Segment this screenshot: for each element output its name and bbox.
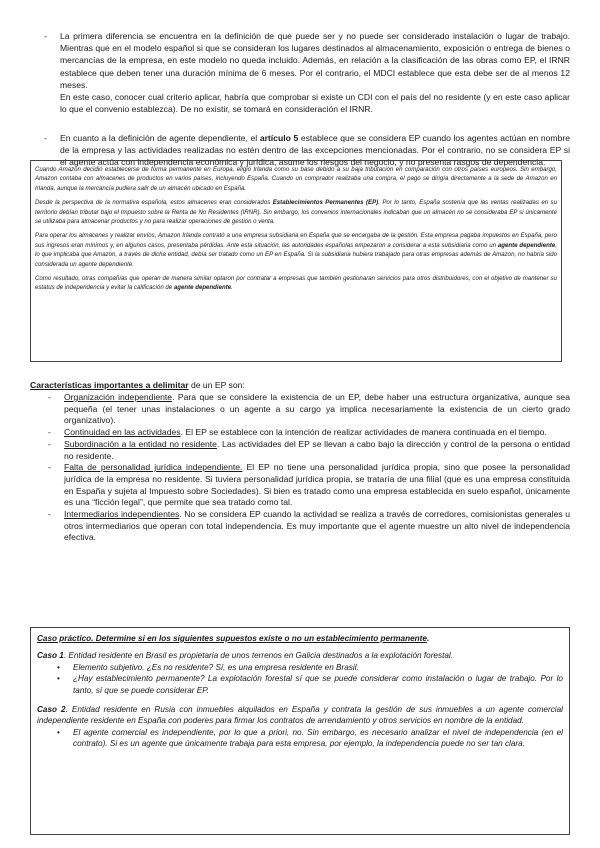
amazon-p3-pre: Para operar los almacenes y realizar envíos, Amazon Irlanda contrató a una empresa subsidiaria en España que se encargaba de la gestión. Esta empresa pagaba impuestos en España, pero sus ingresos eran mínimos y, en algunos casos, presentaba pérdidas. Ante esta situación, las autoridades españolas empezaron a considerar a esta subsidiaria como un (35, 232, 557, 249)
list-item-text: . No se considera EP cuando la actividad se realiza a través de corredores, comisionistas generales u otros intermediarios que operan con total independencia. Es muy importante que el agente muestre un alto nivel de independencia efectiva. (64, 509, 570, 543)
amazon-p3-bold: agente dependiente (497, 241, 556, 249)
amazon-p2-post: . Por lo tanto, España sostenía que las ventas realizadas en su territorio debían tributar bajo el Impuesto sobre la Renta de No Residentes (IRNR). Sin embargo, los convenios internacionales indicaban que un almacén no se consideraba EP si únicamente se utilizaba para almacenar productos y no para realizar operaciones de gestión o venta. (35, 199, 557, 226)
caso-1-bullet: • ¿Hay establecimiento permanente? La explotación forestal sí que se puede considerar como instalación o lugar de trabajo. Por lo tanto, sí que se puede considerar EP. (37, 673, 563, 696)
caso-2-label: Caso 2 (37, 705, 66, 715)
item-agente-pre: En cuanto a la definición de agente dependiente, el (60, 133, 260, 143)
amazon-p4-bold: agente dependiente (173, 284, 232, 292)
amazon-p2-bold: Establecimientos Permanentes (EP) (272, 199, 379, 207)
item-instalacion-text2: En este caso, conocer cual criterio aplicar, habría que comprobar si existe un CDI con el país del no residente (y en este caso aplicar lo que el convenio establezca). De no existir, se tomará en consideración el IRNR. (60, 92, 570, 115)
caso-practico-box (30, 627, 570, 835)
item-agente-bold: artículo 5 (259, 133, 299, 143)
amazon-p4 (35, 274, 557, 293)
list-item-term: Continuidad en las actividades (64, 427, 181, 438)
list-item-term: Intermediarios independientes (64, 509, 180, 520)
section-heading-rest: de un EP son: (188, 380, 245, 390)
list-item (30, 462, 570, 509)
list-item-term: Falta de personalidad jurídica independiente. (64, 462, 243, 473)
section-heading-bold: Características importantes a delimitar (30, 380, 189, 390)
caso-2-bullet: • El agente comercial es independiente, por lo que a priori, no. Sin embargo, es necesario analizar el nivel de independencia (en el contrato). Si es un agente que únicamente trabaja para esta empresa, por ejemplo, la independencia puede no ser tan clara. (37, 727, 563, 750)
caso-1 (37, 650, 563, 661)
amazon-p1: Cuando Amazon decidió establecerse de forma permanente en Europa, eligió Irlanda como su base debido a su baja tributación en comparación con otros países europeos. Sin embargo, Amazon contaba con almacenes de productos en varios países, incluyendo España. Cuando un comprador realizaba una compra, el pago se dirigía directamente a la sede de Amazon en Irlanda, aunque la mercancía pudiera salir de un almacén ubicado en España. (35, 166, 557, 192)
caso-1-label: Caso 1 (37, 651, 64, 661)
caso-2-text: . Entidad residente en Rusia con inmuebles alquilados en España y contrata la gestión de sus inmuebles a un agente comercial independiente residente en España con poderes para firmar los contratos de arrendamiento y otros servicios en nombre de la entidad. (37, 705, 563, 726)
list-item-text: El EP no tiene una personalidad jurídica propia, sino que posee la personalidad jurídica de la empresa no residente. Si tuviera personalidad jurídica propia, se trataría de una filial (que es una empresa constituida en España y sujeta al Impuesto sobre Sociedades). Si bien es tratado como una empresa establecida en suelo español, únicamente es una “ficción legal”, que permite que sea tratado como tal. (64, 462, 570, 508)
list-item-text: . Las actividades del EP se llevan a cabo bajo la dirección y control de la persona o entidad no residente. (64, 438, 570, 461)
amazon-p3-post: , lo que implicaba que Amazon, a través de dicha entidad, debía ser tratado como un EP en España. Si la subsidiaria hubiera trabajado para otras empresas además de Amazon, no habría sido considerada un agente dependiente. (35, 241, 557, 268)
item-agente-post: establece que se considera EP cuando los agentes actúan en nombre de la empresa y las actividades realizadas no estén dentro de las excepciones mencionadas. Por el contrario, no se considera EP si el agente actúa con independencia económica y jurídica, asume los riesgos del negocio, y no presenta rasgos de dependencia. (60, 133, 570, 168)
list-item-term: Organización independiente (64, 392, 173, 402)
amazon-p4-post: . (231, 284, 233, 292)
amazon-p3 (35, 231, 557, 269)
caso-2 (37, 704, 563, 727)
caso-practico-title-text: Caso práctico. Determine si en los siguientes supuestos existe o no un establecimiento permanente (37, 634, 427, 643)
caso-practico-title-end: . (426, 634, 430, 643)
list-item (30, 439, 570, 462)
amazon-p4-pre: Como resultado, otras compañías que operan de manera similar optaron por contratar a empresas que también gestionaran servicios para otros distribuidores, con el objetivo de mantener su estatus de independencia y evitar la calificación de (35, 275, 557, 292)
amazon-p2-pre: Desde la perspectiva de la normativa española, estos almacenes eran considerados (35, 199, 273, 207)
list-item-text: . Para que se considere la existencia de un EP, debe haber una estructura organizativa, aunque sea pequeña (el tener unas instalaciones o un agente a su cargo ya implica necesariamente la existencia de un cierto grado organizativo). (64, 392, 570, 426)
amazon-case-box (30, 160, 562, 362)
caso-practico-title (37, 633, 563, 644)
list-item (30, 427, 570, 439)
list-item (30, 392, 570, 427)
section-heading (30, 380, 245, 390)
list-item (30, 509, 570, 544)
list-item-term: Subordinación a la entidad no residente (64, 438, 217, 449)
amazon-p2 (35, 198, 557, 226)
characteristics-list (30, 392, 570, 544)
list-item-text: . El EP se establece con la intención de realizar actividades de manera continuada en el tiempo. (180, 427, 547, 438)
caso-1-bullet: • Elemento subjetivo. ¿Es no residente? Sí, es una empresa residente en Brasil. (37, 662, 563, 673)
caso-1-text: . Entidad residente en Brasil es propietaria de unos terrenos en Galicia destinados a la explotación forestal. (63, 651, 453, 661)
item-instalacion (60, 30, 570, 115)
item-instalacion-text: - La primera diferencia se encuentra en la definición de que puede ser y no puede ser considerado instalación o lugar de trabajo. Mientras que en el modelo español si que se consideran los lugares destinados al almacenamiento, exposición o entrega de bienes o mercancías de la empresa, en este modelo no queda incluido. Además, en relación a la clasificación de las obras como EP, el IRNR establece que deben tener una duración mínima de 6 meses. Por el contrario, el MDCI establece que esta debe ser de al menos 12 meses. (60, 31, 570, 90)
